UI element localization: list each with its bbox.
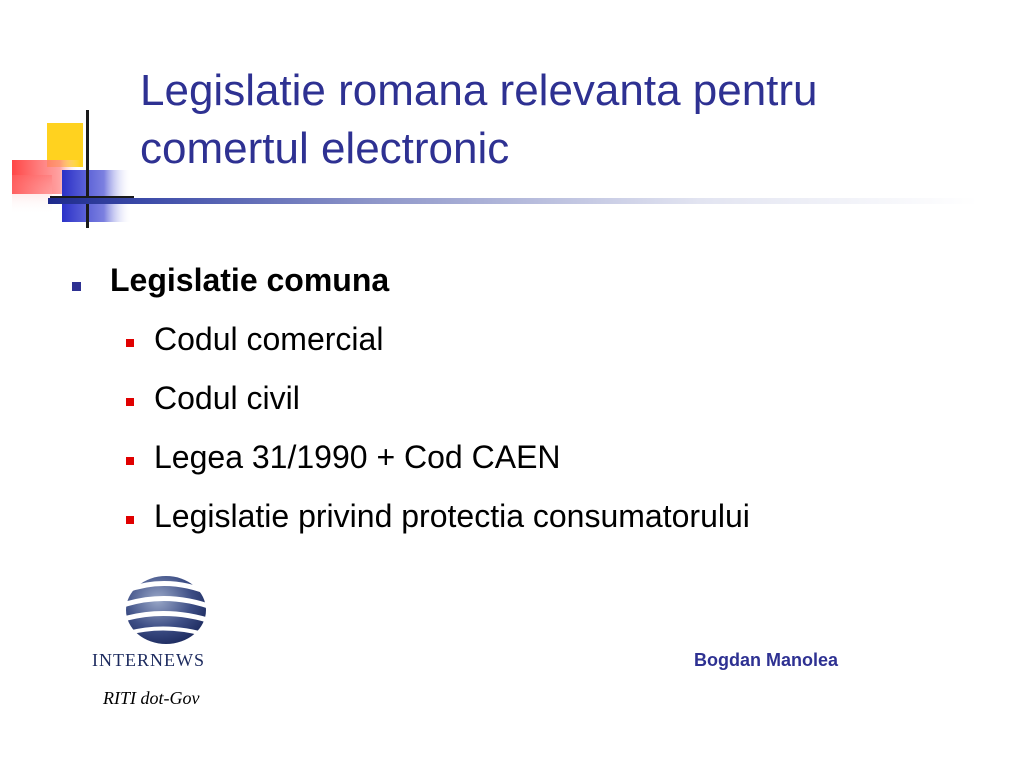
square-bullet-icon	[126, 457, 134, 465]
bullet-level1: Legislatie comuna	[110, 262, 390, 298]
logo-name: INTERNEWS	[92, 650, 205, 670]
square-bullet-icon	[72, 282, 81, 291]
slide-title-line-1: Legislatie romana relevanta pentru	[140, 66, 818, 115]
logo-subtitle: RITI dot-Gov	[103, 688, 200, 708]
square-bullet-icon	[126, 398, 134, 406]
slide-title-line-2: comertul electronic	[140, 124, 510, 173]
bullet-level2: Codul comercial	[154, 321, 384, 357]
bullet-level2: Legea 31/1990 + Cod CAEN	[154, 439, 561, 475]
bullet-level2: Legislatie privind protectia consumatorului	[154, 498, 750, 534]
square-bullet-icon	[126, 339, 134, 347]
square-bullet-icon	[126, 516, 134, 524]
author-name: Bogdan Manolea	[694, 650, 839, 670]
bullet-level2: Codul civil	[154, 380, 300, 416]
